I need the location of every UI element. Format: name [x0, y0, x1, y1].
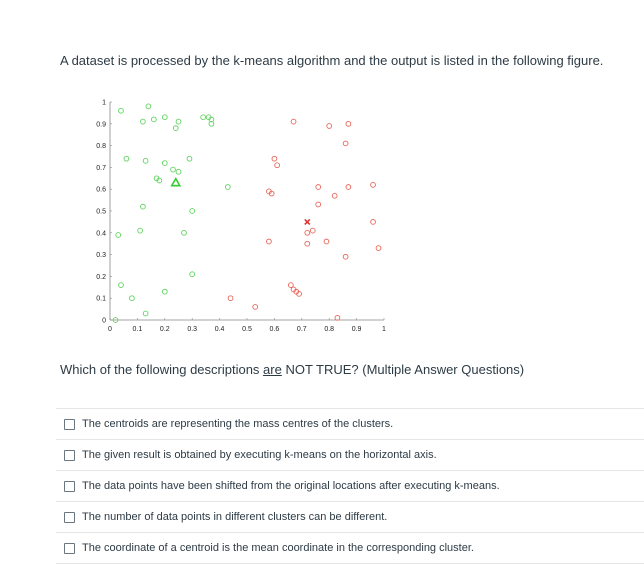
cluster-green-point [119, 283, 124, 288]
answer-checkbox-3[interactable] [64, 481, 75, 492]
cluster-red-point [346, 185, 351, 190]
answer-checkbox-2[interactable] [64, 450, 75, 461]
cluster-green-point [130, 296, 135, 301]
cluster-green-point [151, 117, 156, 122]
question-prompt-post: NOT TRUE? (Multiple Answer Questions) [281, 362, 525, 377]
cluster-green-point [138, 228, 143, 233]
cluster-green-point [143, 311, 148, 316]
y-tick-label: 0.2 [96, 273, 106, 281]
cluster-red-point [316, 185, 321, 190]
y-tick-label: 0 [102, 317, 106, 325]
cluster-green-point [171, 167, 176, 172]
answer-label-1: The centroids are representing the mass centres of the clusters. [82, 418, 394, 430]
cluster-green-point [182, 230, 187, 235]
answer-option-2[interactable] [56, 439, 644, 470]
centroid-red [305, 219, 310, 224]
answer-label-2: The given result is obtained by executing k-means on the horizontal axis. [82, 449, 437, 461]
x-tick-label: 1 [382, 326, 386, 333]
x-tick-label: 0 [108, 326, 112, 333]
answer-option-1[interactable] [56, 408, 644, 439]
cluster-red-point [371, 182, 376, 187]
x-tick-label: 0.8 [324, 326, 335, 333]
cluster-red-point [332, 193, 337, 198]
answer-option-3[interactable] [56, 470, 644, 501]
cluster-red-point [267, 239, 272, 244]
y-tick-label: 1 [102, 99, 106, 107]
question-prompt-underlined: are [263, 362, 282, 377]
cluster-green-point [146, 104, 151, 109]
question-prompt-pre: Which of the following descriptions [60, 362, 264, 377]
cluster-red-point [343, 141, 348, 146]
y-tick-label: 0.3 [96, 252, 106, 260]
answer-label-5: The coordinate of a centroid is the mean coordinate in the corresponding cluster. [82, 542, 474, 554]
x-tick-label: 0.6 [269, 326, 280, 333]
question-intro: A dataset is processed by the k-means algorithm and the output is listed in the following figure. [60, 53, 604, 68]
answer-label-3: The data points have been shifted from the original locations after executing k-means. [82, 480, 500, 492]
answer-checkbox-1[interactable] [64, 419, 75, 430]
cluster-red-point [335, 315, 340, 320]
cluster-green-point [162, 289, 167, 294]
cluster-red-point [305, 241, 310, 246]
cluster-green-point [162, 115, 167, 120]
cluster-green-point [162, 161, 167, 166]
x-tick-label: 0.7 [296, 326, 307, 333]
cluster-red-point [253, 305, 258, 310]
answer-checkbox-5[interactable] [64, 543, 75, 554]
x-tick-label: 0.5 [242, 326, 252, 333]
cluster-green-point [140, 119, 145, 124]
cluster-red-point [228, 296, 233, 301]
answer-checkbox-4[interactable] [64, 512, 75, 523]
x-tick-label: 0.2 [159, 326, 170, 333]
cluster-green-point [190, 272, 195, 277]
x-tick-label: 0.4 [214, 326, 225, 333]
cluster-green-point [116, 233, 121, 238]
y-tick-label: 0.5 [96, 208, 106, 216]
cluster-green-point [187, 156, 192, 161]
cluster-green-point [176, 169, 181, 174]
y-tick-label: 0.7 [96, 164, 106, 172]
y-tick-label: 0.4 [96, 230, 106, 238]
x-tick-label: 0.1 [132, 326, 143, 333]
cluster-green-point [143, 158, 148, 163]
cluster-red-point [376, 246, 381, 251]
cluster-red-point [371, 220, 376, 225]
cluster-green-point [124, 156, 129, 161]
answer-option-5[interactable] [56, 532, 644, 564]
cluster-red-point [305, 230, 310, 235]
cluster-green-point [225, 185, 230, 190]
cluster-red-point [316, 202, 321, 207]
answer-option-4[interactable] [56, 501, 644, 532]
x-tick-label: 0.9 [351, 326, 362, 333]
cluster-red-point [327, 124, 332, 129]
cluster-green-point [176, 119, 181, 124]
cluster-red-point [288, 283, 293, 288]
cluster-red-point [310, 228, 315, 233]
cluster-green-point [173, 126, 178, 131]
answer-list [56, 408, 644, 564]
scatter-plot-svg [80, 92, 390, 342]
answer-label-4: The number of data points in different clusters can be different. [82, 511, 388, 523]
cluster-green-point [201, 115, 206, 120]
cluster-red-point [272, 156, 277, 161]
y-tick-label: 0.8 [96, 143, 106, 151]
cluster-green-point [119, 108, 124, 113]
cluster-green-point [190, 209, 195, 214]
cluster-red-point [324, 239, 329, 244]
cluster-red-point [275, 163, 280, 168]
cluster-red-point [343, 254, 348, 259]
cluster-green-point [140, 204, 145, 209]
y-tick-label: 0.9 [96, 121, 106, 129]
x-tick-label: 0.3 [187, 326, 198, 333]
y-tick-label: 0.1 [96, 295, 106, 303]
cluster-red-point [346, 121, 351, 126]
scatter-plot [80, 92, 390, 342]
question-prompt [60, 362, 524, 377]
y-tick-label: 0.6 [96, 186, 106, 194]
centroid-green [172, 179, 180, 186]
cluster-red-point [291, 119, 296, 124]
